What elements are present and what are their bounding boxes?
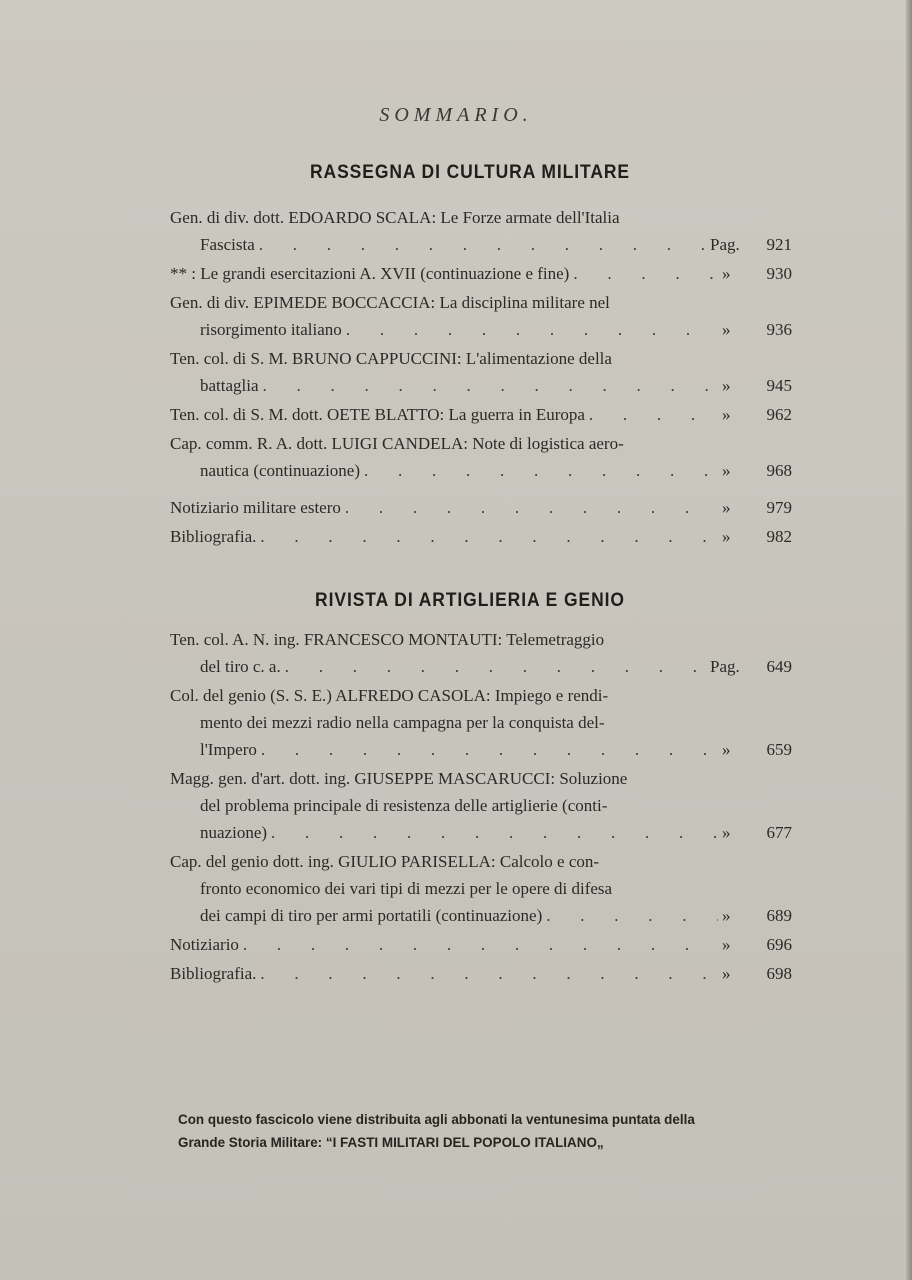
page-marker: » [722, 964, 731, 983]
page-marker: » [722, 498, 731, 517]
leader-dots [546, 902, 718, 929]
page-number: 968 [766, 461, 792, 480]
page-marker: Pag. [710, 657, 740, 676]
toc-entry-text: Notiziario [170, 935, 239, 954]
leader-dots [243, 931, 718, 958]
toc-entry-continuation: nautica (continuazione) [200, 461, 361, 480]
distribution-note-line-2: Grande Storia Militare: “I FASTI MILITARI DEL POPOLO ITALIANO„ [178, 1134, 604, 1150]
toc-entry-continuation: battaglia [200, 376, 259, 395]
page-marker: » [722, 935, 731, 954]
page-number: 982 [766, 527, 792, 546]
leader-dots [260, 960, 718, 987]
toc-entry-text: Bibliografia. [170, 964, 257, 983]
toc-entry-text: Col. del genio (S. S. E.) ALFREDO CASOLA: Impiego e rendi- [170, 686, 609, 705]
leader-dots [263, 372, 718, 399]
leader-dots [589, 401, 718, 428]
page-marker: » [722, 405, 731, 424]
page-number: 698 [766, 964, 792, 983]
page-number: 979 [766, 498, 792, 517]
page-number: 659 [766, 740, 792, 759]
page-number: 962 [766, 405, 792, 424]
section-heading-rivista: RIVISTA DI ARTIGLIERIA E GENIO [315, 590, 625, 611]
page-number: 930 [766, 264, 792, 283]
page-number: 945 [766, 376, 792, 395]
page-edge [906, 0, 912, 1280]
toc-entry-text-cont: del problema principale di resistenza delle artiglierie (conti- [200, 796, 608, 815]
toc-entry-text: Magg. gen. d'art. dott. ing. GIUSEPPE MASCARUCCI: Soluzione [170, 769, 628, 788]
distribution-note-line-1: Con questo fascicolo viene distribuita agli abbonati la ventunesima puntata della [178, 1111, 695, 1127]
toc-list-rivista [170, 626, 792, 989]
toc-entry-continuation: l'Impero [200, 740, 257, 759]
toc-entry-continuation: risorgimento italiano [200, 320, 342, 339]
toc-entry-continuation: nuazione) [200, 823, 268, 842]
page-marker: » [722, 906, 731, 925]
page-number: 696 [766, 935, 792, 954]
page-number: 689 [766, 906, 792, 925]
toc-entry-text: Gen. di div. dott. EDOARDO SCALA: Le Forze armate dell'Italia [170, 208, 620, 227]
toc-entry-text: Bibliografia. [170, 527, 257, 546]
toc-list-rassegna [170, 204, 792, 552]
leader-dots [261, 736, 718, 763]
toc-entry [170, 494, 792, 521]
page-number: 677 [766, 823, 792, 842]
toc-entry-text: Ten. col. di S. M. BRUNO CAPPUCCINI: L'alimentazione della [170, 349, 612, 368]
leader-dots [573, 260, 718, 287]
page-marker: » [722, 823, 731, 842]
page-marker: » [722, 461, 731, 480]
toc-entry-text: Ten. col. A. N. ing. FRANCESCO MONTAUTI: Telemetraggio [170, 630, 605, 649]
page-number: 936 [766, 320, 792, 339]
toc-entry [170, 765, 792, 846]
page-marker: » [722, 740, 731, 759]
toc-entry [170, 931, 792, 958]
toc-entry [170, 345, 792, 399]
leader-dots [345, 494, 718, 521]
toc-entry-text: Cap. comm. R. A. dott. LUIGI CANDELA: Note di logistica aero- [170, 434, 624, 453]
page-marker: » [722, 527, 731, 546]
toc-entry [170, 523, 792, 550]
toc-entry-continuation: del tiro c. a. [200, 657, 281, 676]
leader-dots [260, 523, 718, 550]
toc-entry [170, 401, 792, 428]
toc-entry-text: Notiziario militare estero [170, 498, 341, 517]
toc-entry-text-cont: mento dei mezzi radio nella campagna per la conquista del- [200, 713, 605, 732]
toc-entry-text: Cap. del genio dott. ing. GIULIO PARISELLA: Calcolo e con- [170, 852, 600, 871]
toc-entry-text-cont: fronto economico dei vari tipi di mezzi per le opere di difesa [200, 879, 613, 898]
page-marker: » [722, 264, 731, 283]
toc-entry-text: ** : Le grandi esercitazioni A. XVII (continuazione e fine) [170, 264, 570, 283]
toc-entry [170, 430, 792, 484]
toc-entry-continuation: dei campi di tiro per armi portatili (continuazione) [200, 906, 543, 925]
page-marker: Pag. [710, 235, 740, 254]
toc-entry-continuation: Fascista [200, 235, 255, 254]
leader-dots [259, 231, 706, 258]
toc-entry [170, 682, 792, 763]
page-number: 649 [766, 657, 792, 676]
section-heading-rassegna: RASSEGNA DI CULTURA MILITARE [309, 162, 630, 183]
toc-entry-text: Ten. col. di S. M. dott. OETE BLATTO: La guerra in Europa [170, 405, 585, 424]
page-marker: » [722, 376, 731, 395]
toc-entry [170, 960, 792, 987]
page-marker: » [722, 320, 731, 339]
leader-dots [364, 457, 718, 484]
leader-dots [271, 819, 718, 846]
toc-entry [170, 289, 792, 343]
distribution-note [178, 1108, 792, 1154]
toc-entry-text: Gen. di div. EPIMEDE BOCCACCIA: La disciplina militare nel [170, 293, 610, 312]
page-number: 921 [766, 235, 792, 254]
toc-entry [170, 848, 792, 929]
leader-dots [346, 316, 718, 343]
toc-entry [170, 260, 792, 287]
toc-entry [170, 204, 792, 258]
page-title: SOMMARIO. [379, 104, 533, 126]
leader-dots [285, 653, 706, 680]
toc-entry [170, 626, 792, 680]
